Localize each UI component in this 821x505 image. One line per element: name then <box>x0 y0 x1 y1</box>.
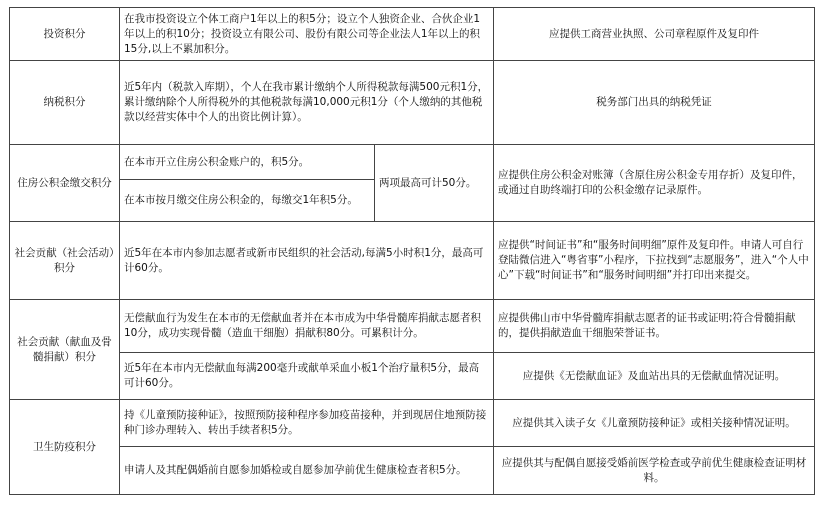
rule-fund-monthly: 在本市按月缴交住房公积金的，每缴交1年积5分。 <box>120 180 375 222</box>
category-tax: 纳税积分 <box>10 61 120 145</box>
table-row-blood-b <box>10 353 815 400</box>
rule-blood-donation: 近5年在本市内无偿献血每满200毫升或献单采血小板1个治疗量积5分，最高可计60分。 <box>120 353 494 400</box>
rule-tax: 近5年内（税款入库期），个人在我市累计缴纳个人所得税款每满500元积1分，累计缴纳除个人所得税外的其他税款每满10,000元积1分（个人缴纳的其他税款以经营实体中个人的出资比例计算）。 <box>120 61 494 145</box>
category-health: 卫生防疫积分 <box>10 400 120 495</box>
rule-invest: 在我市投资设立个体工商户1年以上的积5分；设立个人独资企业、合伙企业1年以上的积10分；投资设立有限公司、股份有限公司等企业法人1年以上的积15分,以上不累加积分。 <box>120 8 494 61</box>
category-volunteer: 社会贡献（社会活动）积分 <box>10 222 120 300</box>
rule-volunteer: 近5年在本市内参加志愿者或新市民组织的社会活动,每满5小时积1分，最高可计60分。 <box>120 222 494 300</box>
category-fund: 住房公积金缴交积分 <box>10 145 120 222</box>
table-row-health-a <box>10 400 815 447</box>
table-row-invest <box>10 8 815 61</box>
rule-blood-marrow: 无偿献血行为发生在本市的无偿献血者并在本市成为中华骨髓库捐献志愿者积10分，成功实现骨髓（造血干细胞）捐献积80分。可累积计分。 <box>120 300 494 353</box>
requirement-fund: 应提供住房公积金对账簿（含原住房公积金专用存折）及复印件，或通过自助终端打印的公积金缴存记录原件。 <box>494 145 815 222</box>
table-row-health-b <box>10 447 815 495</box>
table-row-fund-a <box>10 145 815 180</box>
points-policy-table <box>9 7 815 495</box>
rule-fund-account: 在本市开立住房公积金账户的，积5分。 <box>120 145 375 180</box>
rule-health-vaccine: 持《儿童预防接种证》，按照预防接种程序参加疫苗接种，并到现居住地预防接种门诊办理转入、转出手续者积5分。 <box>120 400 494 447</box>
table-row-blood-a <box>10 300 815 353</box>
requirement-blood-marrow: 应提供佛山市中华骨髓库捐献志愿者的证书或证明;符合骨髓捐献的，提供捐献造血干细胞荣誉证书。 <box>494 300 815 353</box>
requirement-invest: 应提供工商营业执照、公司章程原件及复印件 <box>494 8 815 61</box>
requirement-volunteer: 应提供“时间证书”和“服务时间明细”原件及复印件。申请人可自行登陆微信进入“粤省事”小程序，下拉找到“志愿服务”，进入“个人中心”下载“时间证书”和“服务时间明细”并打印出来提交。 <box>494 222 815 300</box>
category-blood: 社会贡献（献血及骨髓捐献）积分 <box>10 300 120 400</box>
table-row-volunteer <box>10 222 815 300</box>
requirement-blood-donation: 应提供《无偿献血证》及血站出具的无偿献血情况证明。 <box>494 353 815 400</box>
requirement-tax: 税务部门出具的纳税凭证 <box>494 61 815 145</box>
requirement-health-vaccine: 应提供其入读子女《儿童预防接种证》或相关接种情况证明。 <box>494 400 815 447</box>
category-invest: 投资积分 <box>10 8 120 61</box>
table-row-tax <box>10 61 815 145</box>
fund-cap-note: 两项最高可计50分。 <box>375 145 494 222</box>
requirement-health-checkup: 应提供其与配偶自愿接受婚前医学检查或孕前优生健康检查证明材料。 <box>494 447 815 495</box>
rule-health-checkup: 申请人及其配偶婚前自愿参加婚检或自愿参加孕前优生健康检查者积5分。 <box>120 447 494 495</box>
